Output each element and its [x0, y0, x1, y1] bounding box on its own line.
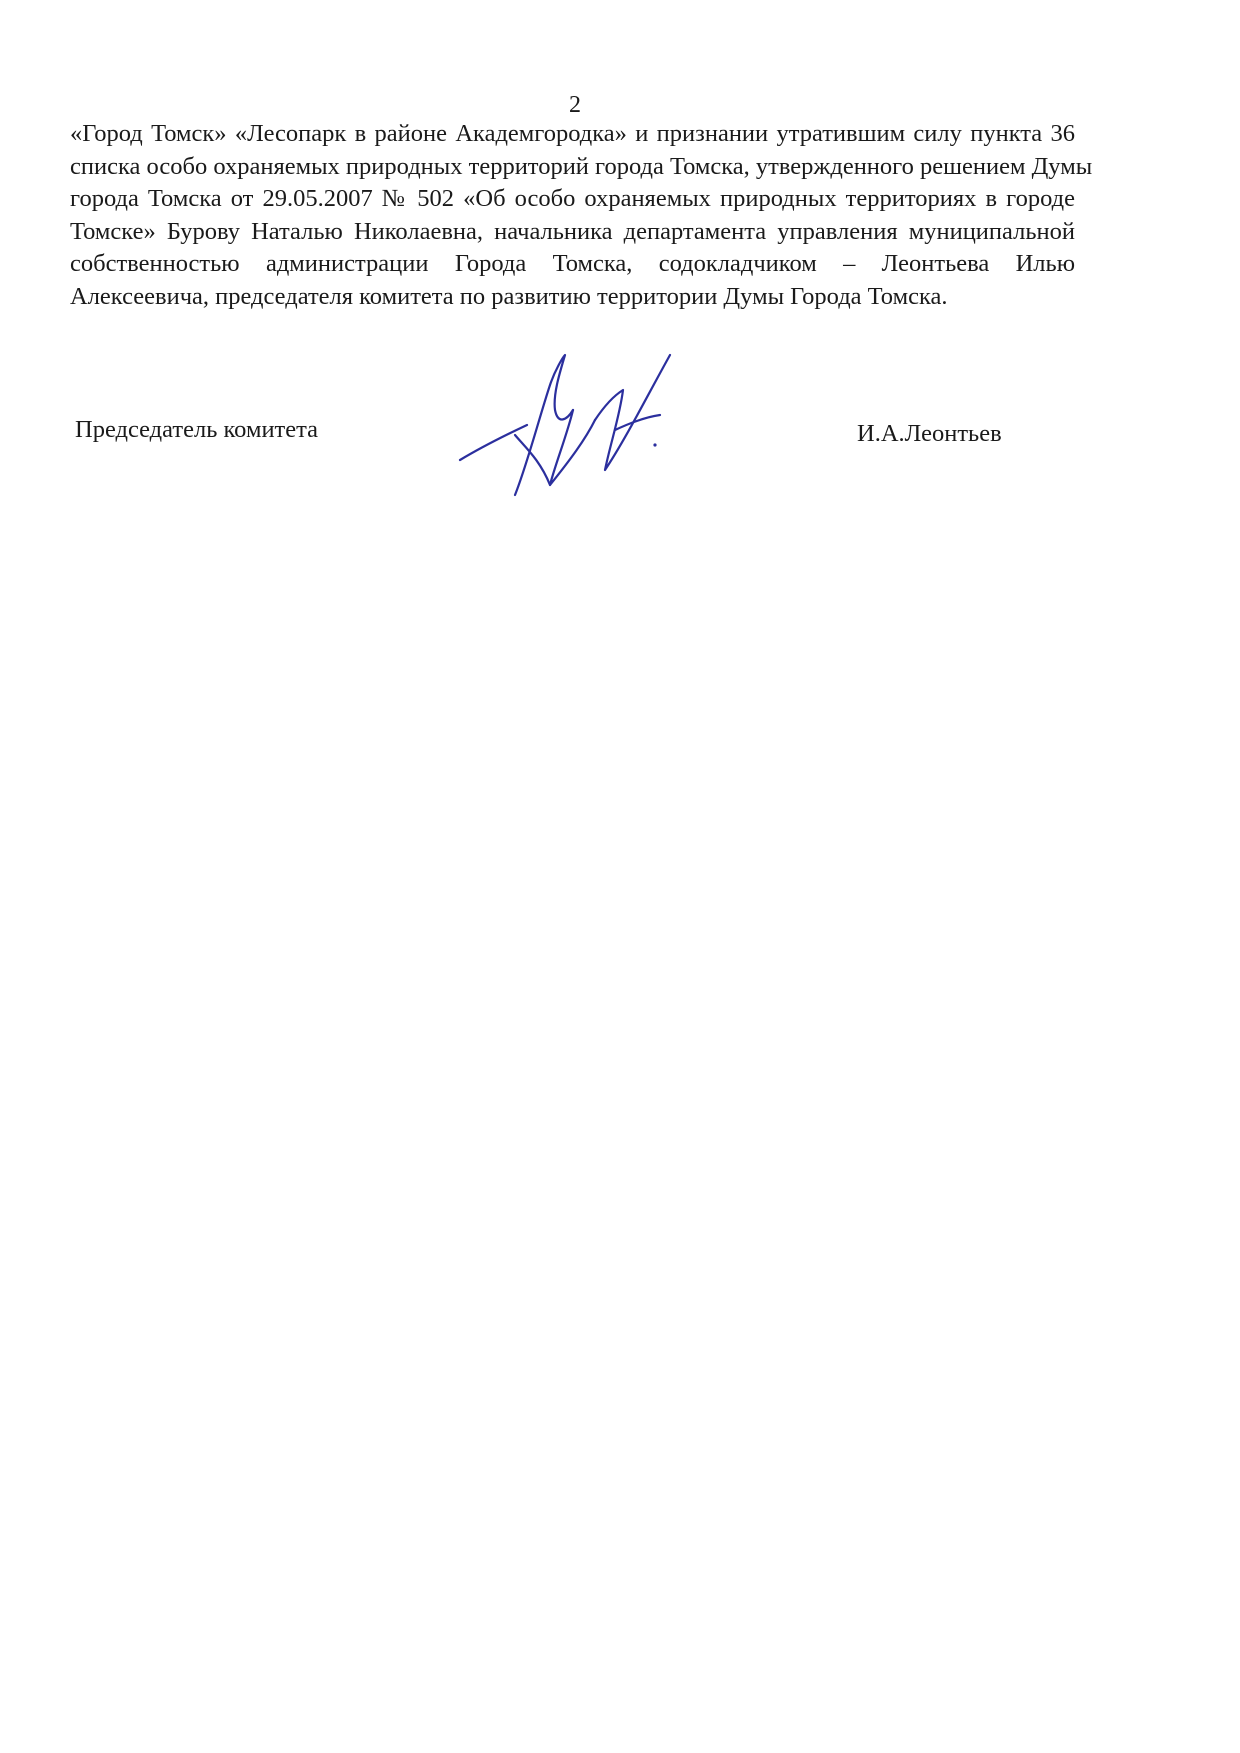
signatory-name: И.А.Леонтьев	[857, 420, 1002, 447]
signatory-position: Председатель комитета	[75, 416, 319, 443]
body-paragraph	[70, 118, 1093, 313]
page-number: 2	[569, 92, 581, 118]
body-line: списка особо охраняемых природных территорий города Томска, утвержденного решением Думы	[70, 152, 1093, 180]
body-line: Томске» Бурову Наталью Николаевна, начальника департамента управления муниципальной	[70, 217, 1075, 245]
body-line: города Томска от 29.05.2007 № 502 «Об особо охраняемых природных территориях в городе	[70, 185, 1075, 212]
body-line: собственностью администрации Города Томска, содокладчиком – Леонтьева Илью	[70, 250, 1075, 277]
handwritten-signature-icon	[455, 335, 695, 505]
body-line: Алексеевича, председателя комитета по развитию территории Думы Города Томска.	[70, 282, 948, 310]
body-line: «Город Томск» «Лесопарк в районе Академгородка» и признании утратившим силу пункта 36	[70, 120, 1075, 147]
